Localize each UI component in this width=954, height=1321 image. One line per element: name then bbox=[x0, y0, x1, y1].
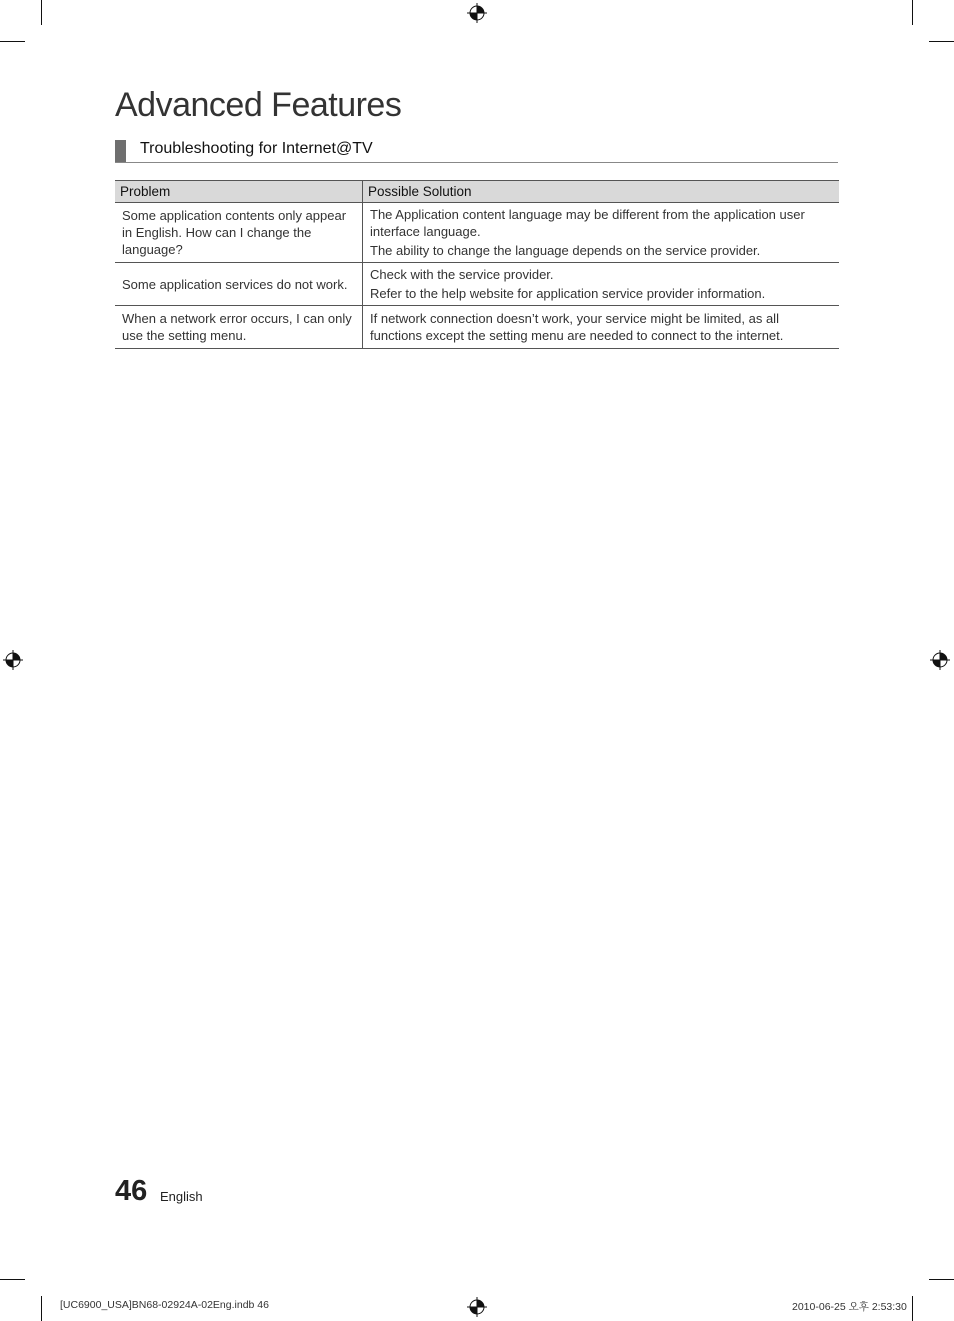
table-row bbox=[115, 306, 839, 349]
column-header-solution: Possible Solution bbox=[363, 181, 840, 203]
section-marker-bar bbox=[115, 140, 126, 162]
page-title: Advanced Features bbox=[115, 86, 402, 124]
solution-text: The Application content language may be different from the application user interface language. bbox=[370, 207, 805, 239]
page-number: 46 bbox=[115, 1175, 148, 1207]
table-header-row bbox=[115, 181, 839, 203]
solution-text: The ability to change the language depends on the service provider. bbox=[370, 243, 761, 258]
page-language: English bbox=[160, 1189, 203, 1204]
solution-text: Check with the service provider. bbox=[370, 267, 554, 282]
registration-mark-icon bbox=[467, 1297, 487, 1317]
table-row bbox=[115, 203, 839, 263]
column-header-problem: Problem bbox=[115, 181, 363, 203]
section-title: Troubleshooting for Internet@TV bbox=[140, 140, 373, 157]
registration-mark-icon bbox=[930, 650, 950, 670]
solution-cell bbox=[363, 203, 840, 263]
solution-text: If network connection doesn’t work, your service might be limited, as all functions except the setting menu are needed to connect to the internet. bbox=[370, 311, 784, 343]
problem-cell: When a network error occurs, I can only use the setting menu. bbox=[115, 306, 363, 349]
table-row bbox=[115, 263, 839, 306]
solution-cell bbox=[363, 263, 840, 306]
crop-mark-bottom-left-v bbox=[41, 1296, 42, 1321]
crop-mark-top-right-h bbox=[929, 41, 954, 42]
crop-mark-bottom-right-h bbox=[929, 1279, 954, 1280]
troubleshooting-table bbox=[115, 180, 839, 349]
registration-mark-icon bbox=[3, 650, 23, 670]
crop-mark-top-left-v bbox=[41, 0, 42, 25]
print-file-info: [UC6900_USA]BN68-02924A-02Eng.indb 46 bbox=[60, 1299, 269, 1311]
crop-mark-bottom-left-h bbox=[0, 1279, 25, 1280]
solution-text: Refer to the help website for application service provider information. bbox=[370, 286, 766, 301]
crop-mark-top-right-v bbox=[912, 0, 913, 25]
section-divider bbox=[115, 162, 838, 163]
print-date-info: 2010-06-25 오후 2:53:30 bbox=[792, 1301, 907, 1313]
registration-mark-icon bbox=[467, 3, 487, 23]
crop-mark-top-left-h bbox=[0, 41, 25, 42]
solution-cell bbox=[363, 306, 840, 349]
problem-cell: Some application contents only appear in English. How can I change the language? bbox=[115, 203, 363, 263]
problem-cell: Some application services do not work. bbox=[115, 263, 363, 306]
crop-mark-bottom-right-v bbox=[912, 1296, 913, 1321]
